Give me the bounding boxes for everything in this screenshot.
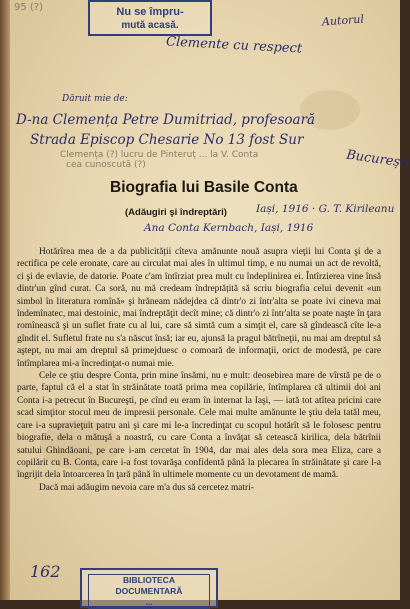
inscription-line-a: Clemente cu respect	[165, 34, 303, 57]
corner-pencil-mark: 95 (?)	[14, 2, 44, 13]
handwritten-date: Iași, 1916 · G. T. Kirileanu	[256, 203, 395, 215]
pencil-note: Clemența (?) lucru de Pinteruț ... la V. Conta	[60, 150, 259, 160]
paragraph: Dacă mai adăugim nevoia care m'a dus să cercetez matri-	[39, 482, 254, 493]
dedication-line3: București	[345, 147, 410, 172]
page-subtitle: (Adăugiri şi îndreptări)	[125, 207, 227, 218]
stamp-bottom-line2: DOCUMENTARĂ	[115, 586, 183, 596]
stamp-top-line1: Nu se împru-	[116, 6, 184, 18]
paragraph: Hotărîrea mea de a da publicității cîteva amănunte nouă asupra vieţii lui Conta şi de a rectifica pe cele eronate, care au circulat mai ales în ultimul timp, e nu numai un act de revoltă, ci şi de evlavie, de datorie. Poate c'am întîrziat prea mult cu îndeplinirea ei. Întîrzierea vine însă dintr'un gînd curat. Ca soră, nu mă credeam îndreptățită să scriu biografia celui devenit «un simbol în literatura romînă» şi hrăneam nădejdea că dintr'o zi într'alta se poate ivi cineva mai îndemînatec, mai destoinic, mai îndreptăţit decît mine; că dintr'o zi într'alta se poate naşte în ţara romînească şi un suflet frate cu al lui, care să simtă cum a simţit el, care să gîndească cîte le-a gîndit el. Sufletul frate nu s'a născut însă; iar eu, ajunsă la pragul bătrîneţii, nu mai am dreptul să aştept, nu mai am dreptul să primejduesc o comoară de informaţii, orict de modestă, pe care întîmplarea mi-a încredinţat-o numai mie.	[17, 247, 381, 369]
stamp-top-line2: mută acasă.	[121, 20, 179, 31]
stamp-bottom-line1: BIBLIOTECA	[123, 575, 175, 585]
stamp-bottom-frame	[88, 574, 210, 609]
stamp-bottom-line3: ...	[145, 597, 153, 607]
handwritten-author: Ana Conta Kernbach, Iași, 1916	[144, 222, 314, 234]
page-number: 162	[30, 562, 61, 581]
pencil-note-2: cea cunoscută (?)	[66, 160, 146, 170]
page-title: Biografia lui Basile Conta	[110, 179, 298, 196]
library-stamp-bottom	[80, 568, 218, 608]
inscription-line-b: Autorul	[321, 12, 365, 29]
body-text	[17, 246, 381, 494]
paragraph: Cele ce ştiu despre Conta, prin mine însămi, nu e mult: deosebirea mare de vîrstă pe de o parte, faptul că el a stat în străinătate toată prima mea copilărie, întîmplarea că ultimii doi ani Conta i-a petrecut în Bucureşti, pe cînd eu eram în internat la Iaşi, — iată tot atîtea pricini care scad simţitor stocul meu de impresii personale. Cele mai multe amănunte le ştiu dela tatăl meu, care i-a supravieţuit patru ani şi care mi le-a încredinţat cu scopul hotărît să le folosesc pentru biografie, dela o mătuşă a noastră, cu care Conta a învăţat să cetească kirilica, dela bătrînii satului Ghindăoani, pe care i-am cercetat în 1904, dar mai ales dela sora mea Eliza, care a copilărit cu B. Conta, care i-a fost tovarăşa confidentă până la plecarea în străinătate şi care l-a îngrijit dela întoarcerea în ţară până în ultimele momente cu un devotament de mamă.	[17, 371, 381, 481]
dedication-line1: D-na Clemența Petre Dumitriad, profesoară	[16, 112, 316, 128]
dedication-line2: Strada Episcop Chesarie No 13 fost Sur	[30, 132, 304, 148]
library-stamp-top	[88, 0, 212, 36]
dedication-prefix: Dăruit mie de:	[62, 94, 128, 104]
page-spine-edge	[0, 0, 10, 600]
